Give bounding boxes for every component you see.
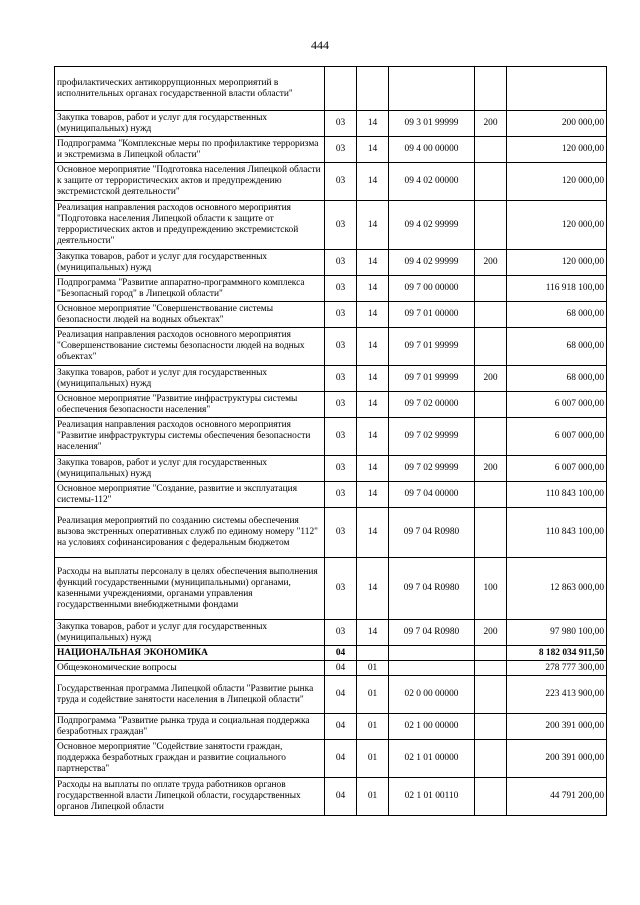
row-section-cell: 03 <box>325 163 357 201</box>
row-section-cell: 04 <box>325 778 357 816</box>
row-amount-cell: 223 413 900,00 <box>507 676 607 714</box>
row-subsection-cell: 14 <box>357 366 389 392</box>
row-subsection-cell: 14 <box>357 201 389 250</box>
row-amount-cell: 12 863 000,00 <box>507 558 607 620</box>
table-row <box>55 646 607 661</box>
row-name-cell: Основное мероприятие "Совершенствование системы безопасности людей на водных объектах" <box>55 302 325 328</box>
row-expense-type-cell <box>475 714 507 740</box>
row-subsection-cell: 14 <box>357 111 389 137</box>
row-name-cell: Реализация направления расходов основного мероприятия "Подготовка населения Липецкой области к защите от террористических актов и предупреждению экстремистской деятельности" <box>55 201 325 250</box>
table-row <box>55 67 607 111</box>
row-name-cell: Основное мероприятие "Содействие занятости граждан, поддержка безработных граждан и развитие социального партнерства" <box>55 740 325 778</box>
budget-table-body <box>55 67 607 816</box>
row-expense-type-cell <box>475 661 507 676</box>
row-section-cell: 04 <box>325 646 357 661</box>
table-row <box>55 620 607 646</box>
row-target-code-cell: 09 7 04 R0980 <box>389 508 475 558</box>
row-amount-cell: 278 777 300,00 <box>507 661 607 676</box>
row-section-cell: 03 <box>325 328 357 366</box>
row-name-cell: Реализация направления расходов основного мероприятия "Развитие инфраструктуры системы обеспечения безопасности населения" <box>55 418 325 456</box>
row-subsection-cell: 14 <box>357 163 389 201</box>
row-target-code-cell: 09 3 01 99999 <box>389 111 475 137</box>
row-subsection-cell: 14 <box>357 328 389 366</box>
row-subsection-cell: 01 <box>357 778 389 816</box>
row-name-cell: Реализация направления расходов основного мероприятия "Совершенствование системы безопасности людей на водных объектах" <box>55 328 325 366</box>
row-expense-type-cell: 200 <box>475 456 507 482</box>
row-subsection-cell: 01 <box>357 740 389 778</box>
row-section-cell: 03 <box>325 250 357 276</box>
row-target-code-cell: 09 7 02 99999 <box>389 418 475 456</box>
row-name-cell: Закупка товаров, работ и услуг для государственных (муниципальных) нужд <box>55 620 325 646</box>
row-amount-cell <box>507 67 607 111</box>
row-target-code-cell: 09 4 02 99999 <box>389 201 475 250</box>
row-name-cell: Основное мероприятие "Создание, развитие и эксплуатация системы-112" <box>55 482 325 508</box>
table-row <box>55 676 607 714</box>
row-name-cell: Государственная программа Липецкой области "Развитие рынка труда и содействие занятости населения в Липецкой области" <box>55 676 325 714</box>
row-subsection-cell: 14 <box>357 482 389 508</box>
row-name-cell: Закупка товаров, работ и услуг для государственных (муниципальных) нужд <box>55 111 325 137</box>
row-amount-cell: 68 000,00 <box>507 366 607 392</box>
row-target-code-cell: 09 7 01 99999 <box>389 366 475 392</box>
row-subsection-cell: 14 <box>357 558 389 620</box>
row-amount-cell: 110 843 100,00 <box>507 482 607 508</box>
row-amount-cell: 8 182 034 911,50 <box>507 646 607 661</box>
row-section-cell: 03 <box>325 302 357 328</box>
row-target-code-cell: 09 7 04 00000 <box>389 482 475 508</box>
row-name-cell: профилактических антикоррупционных мероприятий в исполнительных органах государственной власти области" <box>55 67 325 111</box>
row-section-cell: 04 <box>325 740 357 778</box>
table-row <box>55 456 607 482</box>
row-expense-type-cell <box>475 328 507 366</box>
row-expense-type-cell <box>475 163 507 201</box>
row-expense-type-cell: 200 <box>475 620 507 646</box>
row-expense-type-cell <box>475 508 507 558</box>
row-name-cell: Подпрограмма "Развитие аппаратно-программного комплекса "Безопасный город" в Липецкой области" <box>55 276 325 302</box>
row-expense-type-cell <box>475 418 507 456</box>
row-amount-cell: 120 000,00 <box>507 201 607 250</box>
row-expense-type-cell <box>475 646 507 661</box>
row-name-cell: Реализация мероприятий по созданию системы обеспечения вызова экстренных оперативных служб по единому номеру "112" на условиях софинансирования с федеральным бюджетом <box>55 508 325 558</box>
table-row <box>55 508 607 558</box>
row-subsection-cell: 01 <box>357 714 389 740</box>
row-amount-cell: 120 000,00 <box>507 163 607 201</box>
row-amount-cell: 6 007 000,00 <box>507 392 607 418</box>
row-section-cell: 03 <box>325 558 357 620</box>
table-row <box>55 740 607 778</box>
row-target-code-cell: 09 7 01 00000 <box>389 302 475 328</box>
row-section-cell: 03 <box>325 392 357 418</box>
row-name-cell: НАЦИОНАЛЬНАЯ ЭКОНОМИКА <box>55 646 325 661</box>
table-row <box>55 111 607 137</box>
row-target-code-cell: 09 7 02 99999 <box>389 456 475 482</box>
row-subsection-cell <box>357 67 389 111</box>
row-section-cell: 03 <box>325 418 357 456</box>
row-target-code-cell: 02 1 00 00000 <box>389 714 475 740</box>
table-row <box>55 778 607 816</box>
row-target-code-cell: 09 7 04 R0980 <box>389 620 475 646</box>
table-row <box>55 163 607 201</box>
table-row <box>55 302 607 328</box>
row-expense-type-cell <box>475 778 507 816</box>
row-section-cell: 03 <box>325 366 357 392</box>
row-amount-cell: 97 980 100,00 <box>507 620 607 646</box>
row-target-code-cell: 02 1 01 00110 <box>389 778 475 816</box>
budget-table <box>54 66 607 816</box>
row-amount-cell: 200 391 000,00 <box>507 740 607 778</box>
row-amount-cell: 6 007 000,00 <box>507 456 607 482</box>
row-section-cell: 03 <box>325 508 357 558</box>
row-target-code-cell <box>389 67 475 111</box>
row-expense-type-cell: 200 <box>475 250 507 276</box>
row-subsection-cell: 14 <box>357 392 389 418</box>
row-subsection-cell <box>357 646 389 661</box>
row-amount-cell: 68 000,00 <box>507 328 607 366</box>
row-target-code-cell <box>389 646 475 661</box>
row-subsection-cell: 14 <box>357 418 389 456</box>
row-name-cell: Закупка товаров, работ и услуг для государственных (муниципальных) нужд <box>55 250 325 276</box>
row-target-code-cell: 09 7 01 99999 <box>389 328 475 366</box>
page-number: 444 <box>311 38 329 52</box>
table-row <box>55 250 607 276</box>
table-row <box>55 418 607 456</box>
row-amount-cell: 200 391 000,00 <box>507 714 607 740</box>
row-target-code-cell: 02 0 00 00000 <box>389 676 475 714</box>
row-section-cell: 03 <box>325 111 357 137</box>
row-amount-cell: 6 007 000,00 <box>507 418 607 456</box>
row-subsection-cell: 14 <box>357 508 389 558</box>
row-name-cell: Подпрограмма "Развитие рынка труда и социальная поддержка безработных граждан" <box>55 714 325 740</box>
row-section-cell <box>325 67 357 111</box>
row-expense-type-cell: 100 <box>475 558 507 620</box>
row-expense-type-cell: 200 <box>475 111 507 137</box>
row-name-cell: Закупка товаров, работ и услуг для государственных (муниципальных) нужд <box>55 366 325 392</box>
table-row <box>55 392 607 418</box>
row-subsection-cell: 01 <box>357 661 389 676</box>
row-section-cell: 03 <box>325 137 357 163</box>
row-target-code-cell: 09 7 04 R0980 <box>389 558 475 620</box>
row-expense-type-cell <box>475 201 507 250</box>
row-subsection-cell: 14 <box>357 137 389 163</box>
row-amount-cell: 68 000,00 <box>507 302 607 328</box>
row-amount-cell: 44 791 200,00 <box>507 778 607 816</box>
row-amount-cell: 120 000,00 <box>507 250 607 276</box>
row-target-code-cell <box>389 661 475 676</box>
row-target-code-cell: 09 4 02 00000 <box>389 163 475 201</box>
row-name-cell: Расходы на выплаты персоналу в целях обеспечения выполнения функций государственными (муниципальными) органами, казенными учреждениями, органами управления государственными внебюджетными фондами <box>55 558 325 620</box>
row-subsection-cell: 01 <box>357 676 389 714</box>
row-name-cell: Расходы на выплаты по оплате труда работников органов государственной власти Липецкой области, государственных органов Липецкой области <box>55 778 325 816</box>
table-row <box>55 661 607 676</box>
row-amount-cell: 116 918 100,00 <box>507 276 607 302</box>
row-subsection-cell: 14 <box>357 456 389 482</box>
row-expense-type-cell <box>475 676 507 714</box>
row-section-cell: 04 <box>325 714 357 740</box>
row-target-code-cell: 09 7 00 00000 <box>389 276 475 302</box>
row-subsection-cell: 14 <box>357 620 389 646</box>
table-row <box>55 201 607 250</box>
row-expense-type-cell <box>475 67 507 111</box>
table-row <box>55 714 607 740</box>
row-amount-cell: 110 843 100,00 <box>507 508 607 558</box>
table-row <box>55 482 607 508</box>
row-section-cell: 03 <box>325 456 357 482</box>
row-subsection-cell: 14 <box>357 276 389 302</box>
row-target-code-cell: 02 1 01 00000 <box>389 740 475 778</box>
row-expense-type-cell <box>475 302 507 328</box>
row-name-cell: Закупка товаров, работ и услуг для государственных (муниципальных) нужд <box>55 456 325 482</box>
row-expense-type-cell <box>475 276 507 302</box>
row-expense-type-cell <box>475 392 507 418</box>
table-row <box>55 328 607 366</box>
row-target-code-cell: 09 4 02 99999 <box>389 250 475 276</box>
row-name-cell: Подпрограмма "Комплексные меры по профилактике терроризма и экстремизма в Липецкой области" <box>55 137 325 163</box>
row-name-cell: Основное мероприятие "Развитие инфраструктуры системы обеспечения безопасности населения" <box>55 392 325 418</box>
row-amount-cell: 120 000,00 <box>507 137 607 163</box>
row-subsection-cell: 14 <box>357 302 389 328</box>
row-amount-cell: 200 000,00 <box>507 111 607 137</box>
row-name-cell: Основное мероприятие "Подготовка населения Липецкой области к защите от террористических актов и предупреждению экстремистской деятельности" <box>55 163 325 201</box>
row-section-cell: 04 <box>325 661 357 676</box>
row-section-cell: 03 <box>325 482 357 508</box>
row-target-code-cell: 09 4 00 00000 <box>389 137 475 163</box>
table-row <box>55 137 607 163</box>
row-section-cell: 04 <box>325 676 357 714</box>
table-row <box>55 366 607 392</box>
row-name-cell: Общеэкономические вопросы <box>55 661 325 676</box>
row-section-cell: 03 <box>325 276 357 302</box>
row-expense-type-cell <box>475 740 507 778</box>
row-expense-type-cell <box>475 482 507 508</box>
table-row <box>55 276 607 302</box>
row-expense-type-cell: 200 <box>475 366 507 392</box>
row-target-code-cell: 09 7 02 00000 <box>389 392 475 418</box>
table-row <box>55 558 607 620</box>
row-section-cell: 03 <box>325 620 357 646</box>
row-expense-type-cell <box>475 137 507 163</box>
row-section-cell: 03 <box>325 201 357 250</box>
row-subsection-cell: 14 <box>357 250 389 276</box>
